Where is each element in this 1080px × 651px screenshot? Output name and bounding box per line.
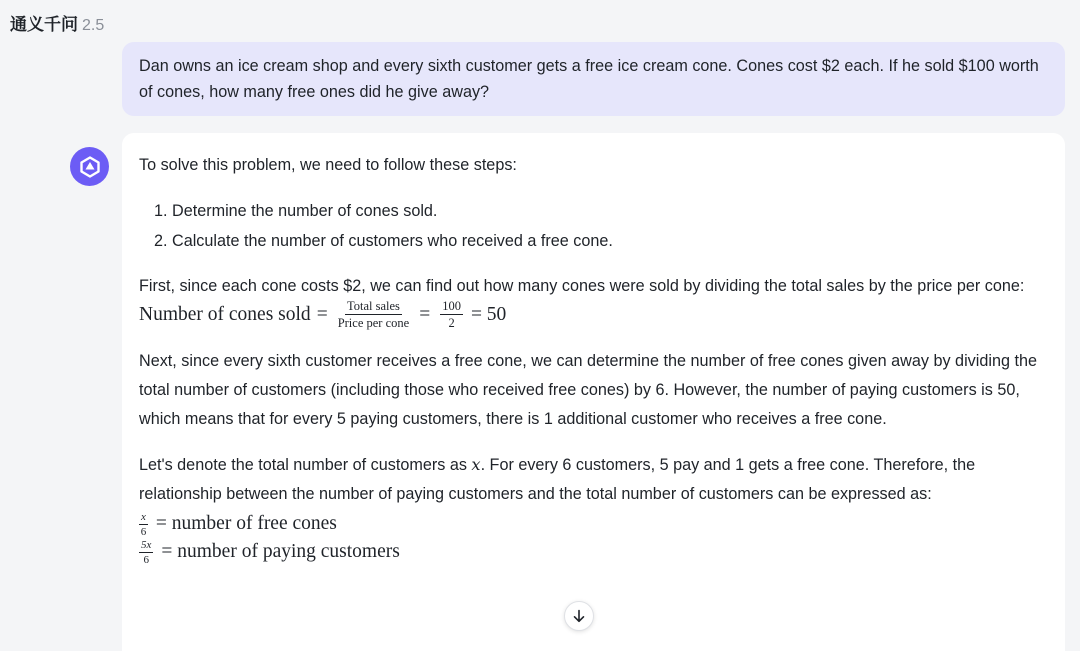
qwen-logo-icon [70,147,109,186]
list-item: 1. Determine the number of cones sold. [154,202,438,220]
eq1-lhs: Number of cones sold [139,304,311,325]
para3-start: Let's denote the total number of customers as [139,456,472,474]
arrow-down-icon [572,609,586,623]
fraction-numerator: Total sales [346,299,400,313]
paragraph-2: Next, since every sixth customer receives a free cone, we can determine the number of free cones given away by dividing the total number of customers (including those who received free cones) by 6. However, the number of paying customers is 50, which means that for every 5 paying customers, there is 1 additional customer who receives a free cone. [139,352,1037,428]
list-item: 2. Calculate the number of customers who received a free cone. [154,231,613,250]
fraction-denominator: Price per cone [337,316,410,330]
eq3-rhs: = number of paying customers [161,541,400,562]
variable-x: x [471,455,481,474]
steps-list [139,197,1045,256]
fraction-5x-over-6 [139,539,153,566]
app-version: 2.5 [82,17,105,34]
equation-free-cones [139,510,1045,538]
para3-end: . For every 6 customers, 5 pay and 1 gets a free cone. Therefore, the relationship between the number of paying customers and the total number of customers can be expressed as: [139,456,976,503]
fraction-denominator: 6 [143,553,149,566]
app-name: 通义千问 [10,15,78,35]
eq2-rhs: = number of free cones [155,513,337,534]
fraction-sales-over-price [338,300,410,330]
intro-text: To solve this problem, we need to follow these steps: [139,156,517,174]
fraction-100-over-2 [440,300,463,330]
fraction-numerator: x [141,510,146,523]
paragraph-1: First, since each cone costs $2, we can find out how many cones were sold by dividing the total sales by the price per cone: [139,277,1025,295]
scroll-to-bottom-button[interactable] [564,601,594,631]
fraction-numerator: 5x [141,538,152,551]
fraction-denominator: 6 [140,525,147,538]
app-title [10,10,104,35]
fraction-numerator: 100 [442,299,461,313]
eq1-equals-2: = [419,304,431,325]
paragraph-3 [139,450,1045,509]
fraction-x-over-6 [139,511,148,538]
user-message-bubble [122,42,1065,116]
fraction-denominator: 2 [448,316,455,330]
equation-paying-customers [139,538,1045,566]
eq1-equals: = [316,304,328,325]
assistant-message [122,133,1065,651]
eq1-result: = 50 [470,304,507,325]
user-message-text: Dan owns an ice cream shop and every sixth customer gets a free ice cream cone. Cones cost $2 each. If he sold $100 worth of cones, how many free ones did he give away? [139,57,1039,101]
equation-cones-sold [139,301,1045,329]
